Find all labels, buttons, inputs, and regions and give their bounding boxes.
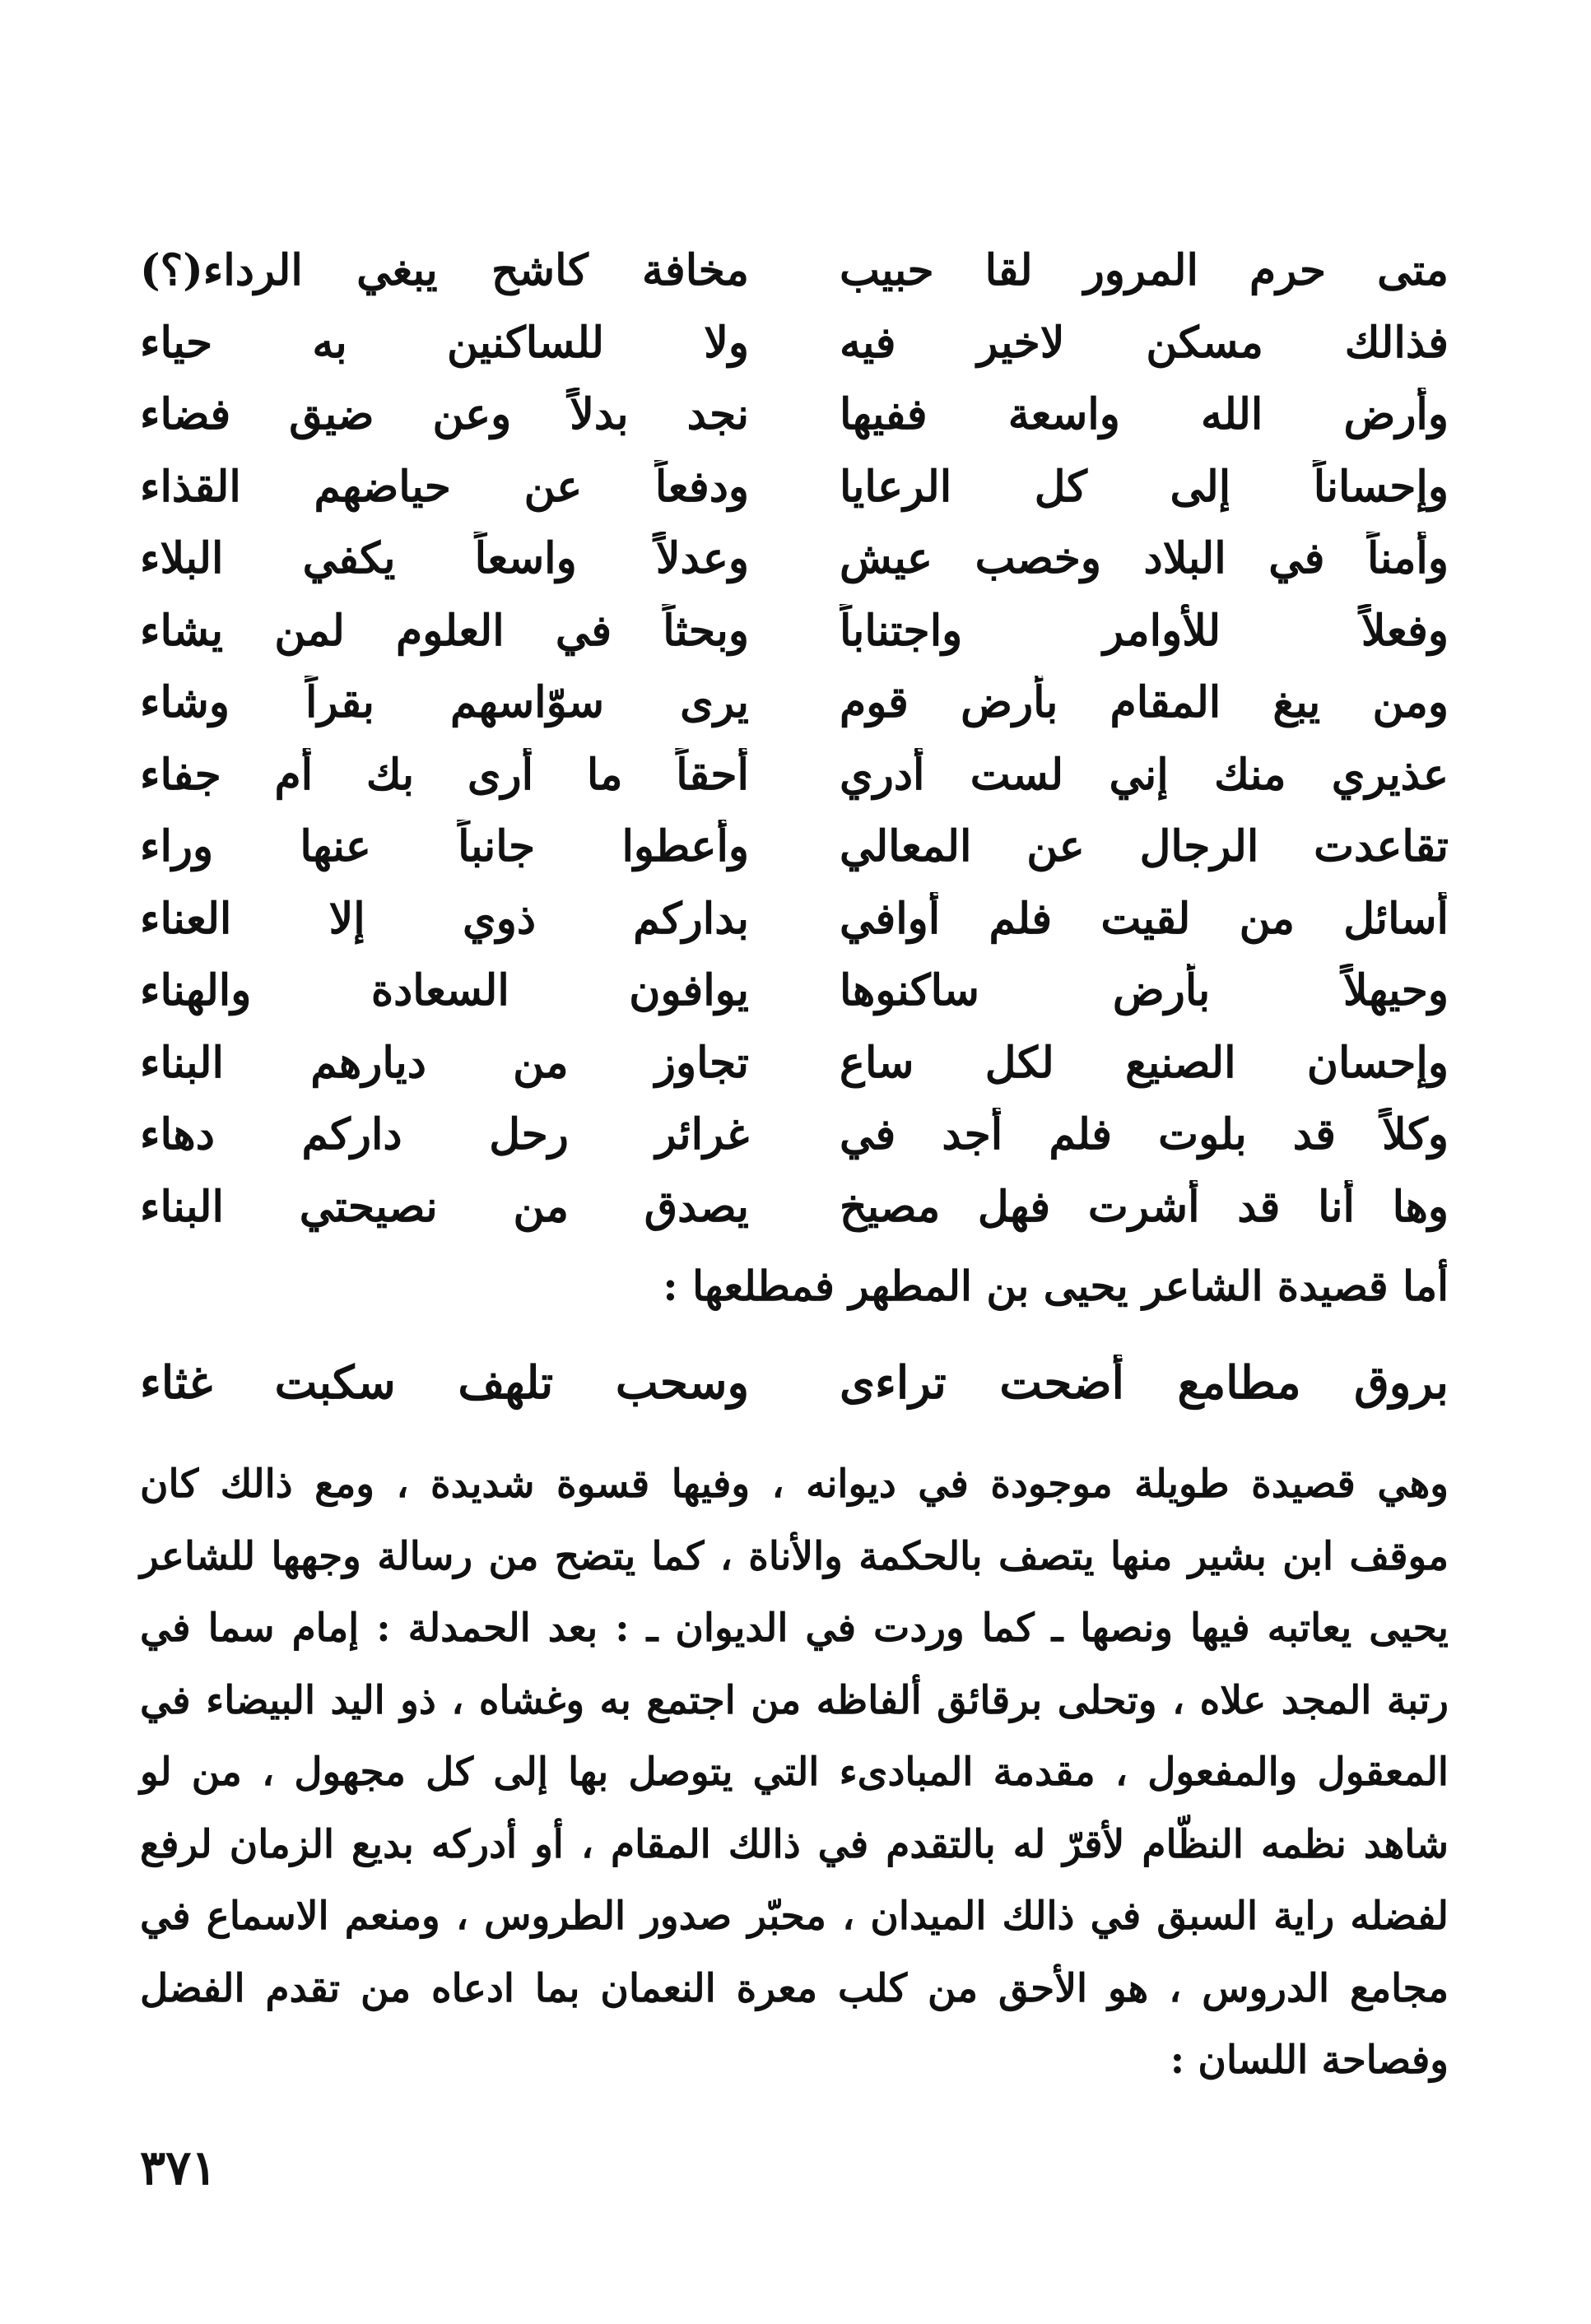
- verse-second-hemistich: غرائر رحل داركم دهاء: [140, 1109, 749, 1160]
- poem-verse: [140, 235, 1449, 307]
- verse-first-hemistich: أسائل من لقيت فلم أوافي: [840, 893, 1449, 944]
- poem-verse: [140, 955, 1449, 1027]
- poem-verse: [140, 1027, 1449, 1099]
- verse-first-hemistich: وكلاً قد بلوت فلم أجد في: [840, 1109, 1449, 1160]
- poem-verse: [140, 667, 1449, 739]
- verse-first-hemistich: وإحساناً إلى كل الرعايا: [840, 461, 1449, 512]
- verse-second-hemistich: أحقاً ما أرى بك أم جفاء: [140, 749, 749, 800]
- poem-verse: [140, 379, 1449, 451]
- verse-first-hemistich: تقاعدت الرجال عن المعالي: [840, 821, 1449, 872]
- verse-second-hemistich: وبحثاً في العلوم لمن يشاء: [140, 605, 749, 656]
- intro-line: أما قصيدة الشاعر يحيى بن المطهر فمطلعها :: [663, 1262, 1449, 1310]
- verse-second-hemistich: نجد بدلاً وعن ضيق فضاء: [140, 389, 749, 440]
- verse-first-hemistich: وحيهلاً بأرض ساكنوها: [840, 965, 1449, 1016]
- poem: [140, 235, 1449, 1243]
- verse-second-hemistich: ولا للساكنين به حياء: [140, 317, 749, 368]
- prose-text: وهي قصيدة طويلة موجودة في ديوانه ، وفيها قسوة شديدة ، ومع ذالك كان موقف ابن بشير منها يتصف بالحكمة والأناة ، كما يتضح من رسالة وجهها للشاعر يحيى يعاتبه فيها ونصها ـ كما وردت في الديوان ـ : بعد الحمدلة : إمام سما في رتبة المجد علاه ، وتحلى برقائق ألفاظه من اجتمع به وغشاه ، ذو اليد البيضاء في المعقول والمفعول ، مقدمة المبادىء التي يتوصل بها إلى كل مجهول ، من لو شاهد نظمه النظّام لأقرّ له بالتقدم في ذالك المقام ، أو أدركه بديع الزمان لرفع لفضله راية السبق في ذالك الميدان ، محبّر صدور الطروس ، ومنعم الاسماع في مجامع الدروس ، هو الأحق من كلب معرة النعمان بما ادعاه من تقدم الفضل وفصاحة اللسان :: [140, 1462, 1449, 2083]
- verse-second-hemistich: يرى سوّاسهم بقراً وشاء: [140, 677, 749, 728]
- poem-verse: [140, 307, 1449, 379]
- verse-second-hemistich: ودفعاً عن حياضهم القذاء: [140, 461, 749, 512]
- poem-verse: [140, 523, 1449, 595]
- verse-first-hemistich: وفعلاً للأوامر واجتناباً: [840, 605, 1449, 656]
- verse-first-hemistich: فذالك مسكن لاخير فيه: [840, 317, 1449, 368]
- poem-verse: [140, 811, 1449, 883]
- verse-second-hemistich: يوافون السعادة والهناء: [140, 965, 749, 1016]
- poem-verse: [140, 883, 1449, 955]
- poem-verse: [140, 451, 1449, 523]
- opening-second-hemistich: وسحب تلهف سكبت غثاء: [140, 1355, 749, 1409]
- verse-second-hemistich: يصدق من نصيحتي البناء: [140, 1181, 749, 1232]
- poem-verse: [140, 1099, 1449, 1171]
- page-number: ٣٧١: [140, 2140, 217, 2196]
- prose-paragraph: [140, 1448, 1449, 2097]
- verse-first-hemistich: وأرض الله واسعة ففيها: [840, 389, 1449, 440]
- verse-first-hemistich: وأمناً في البلاد وخصب عيش: [840, 533, 1449, 584]
- verse-first-hemistich: متى حرم المرور لقا حبيب: [840, 245, 1449, 296]
- verse-first-hemistich: وإحسان الصنيع لكل ساع: [840, 1037, 1449, 1088]
- opening-verse: [140, 1341, 1449, 1424]
- verse-first-hemistich: وها أنا قد أشرت فهل مصيخ: [840, 1181, 1449, 1232]
- verse-second-hemistich: وعدلاً واسعاً يكفي البلاء: [140, 533, 749, 584]
- verse-second-hemistich: بداركم ذوي إلا العناء: [140, 893, 749, 944]
- poem-verse: [140, 739, 1449, 811]
- poem-verse: [140, 595, 1449, 667]
- verse-first-hemistich: عذيري منك إني لست أدري: [840, 749, 1449, 800]
- poem-verse: [140, 1171, 1449, 1243]
- verse-second-hemistich: وأعطوا جانباً عنها وراء: [140, 821, 749, 872]
- verse-first-hemistich: ومن يبغ المقام بأرض قوم: [840, 677, 1449, 728]
- verse-second-hemistich: تجاوز من ديارهم البناء: [140, 1037, 749, 1088]
- verse-second-hemistich: مخافة كاشح يبغي الرداء(؟): [140, 245, 749, 296]
- opening-first-hemistich: بروق مطامع أضحت تراءى: [840, 1355, 1449, 1409]
